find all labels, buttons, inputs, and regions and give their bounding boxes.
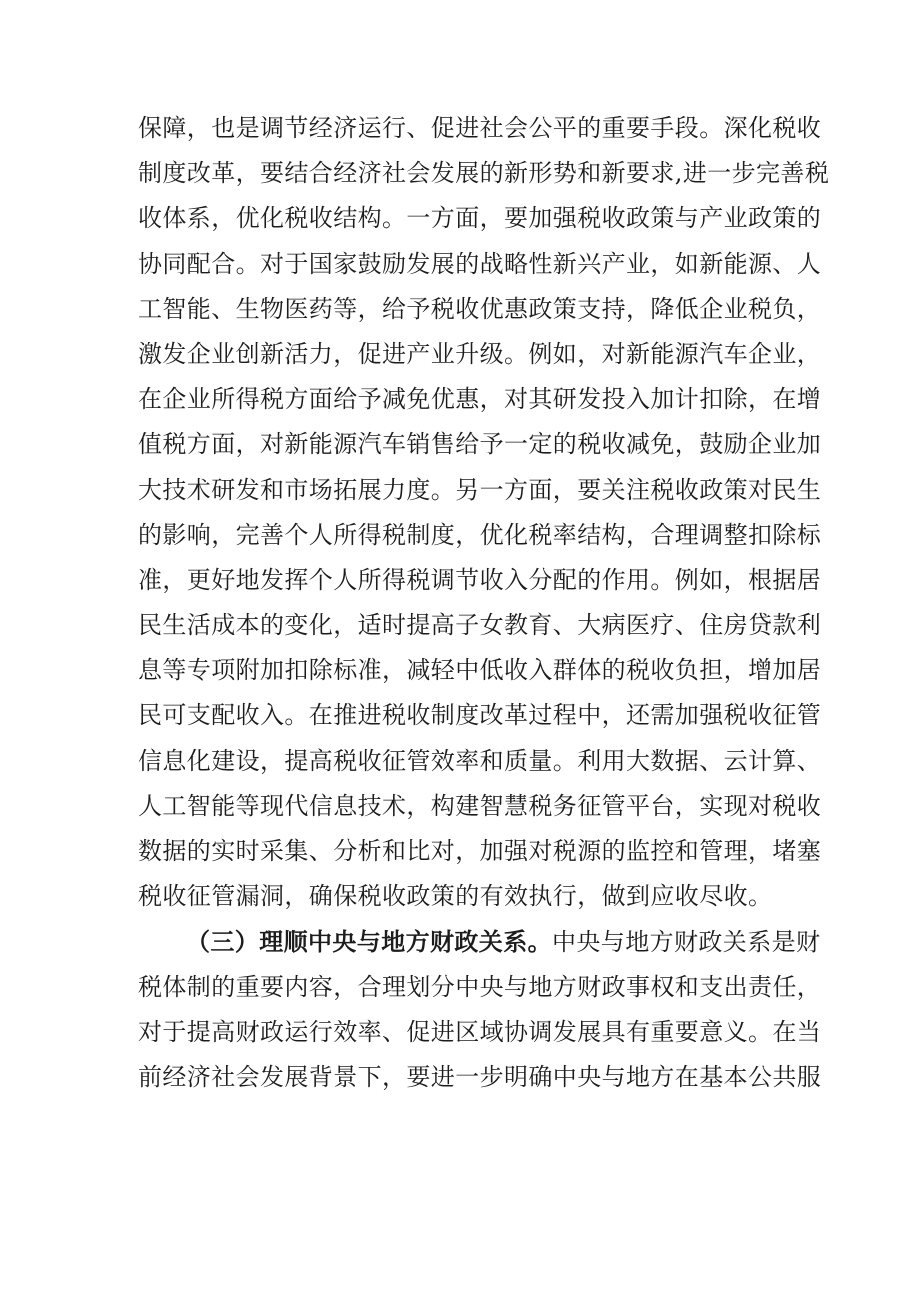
paragraph-line: 税体制的重要内容，合理划分中央与地方财政事权和支出责任， (138, 972, 822, 1001)
paragraph-line: 保障，也是调节经济运行、促进社会公平的重要手段。深化税收 (138, 114, 822, 142)
section-heading-continuation: 中央与地方财政关系是财 (552, 928, 821, 957)
paragraph-line: 的影响，完善个人所得税制度，优化税率结构，合理调整扣除标 (138, 520, 822, 549)
paragraph-line: 息等专项附加扣除标准，减轻中低收入群体的税收负担，增加居 (138, 656, 822, 685)
paragraph-line: 激发企业创新活力，促进产业升级。例如，对新能源汽车企业， (138, 339, 822, 368)
section-heading: （三）理顺中央与地方财政关系。 (186, 927, 552, 957)
paragraph-line: 税收征管漏洞，确保税收政策的有效执行，做到应收尽收。 (138, 882, 773, 911)
paragraph-line: 人工智能等现代信息技术，构建智慧税务征管平台，实现对税收 (138, 791, 822, 820)
paragraph-line: 对于提高财政运行效率、促进区域协调发展具有重要意义。在当 (138, 1017, 822, 1046)
paragraph-line: 民生活成本的变化，适时提高子女教育、大病医疗、住房贷款利 (138, 611, 822, 640)
paragraph-line: 大技术研发和市场拓展力度。另一方面，要关注税收政策对民生 (138, 475, 822, 504)
section-heading-line (138, 919, 821, 964)
paragraph-line: 制度改革，要结合经济社会发展的新形势和新要求,进一步完善税 (138, 159, 830, 188)
paragraph-line: 前经济社会发展背景下，要进一步明确中央与地方在基本公共服 (138, 1062, 822, 1091)
paragraph-line: 工智能、生物医药等，给予税收优惠政策支持，降低企业税负， (138, 294, 822, 323)
paragraph-line: 在企业所得税方面给予减免优惠，对其研发投入加计扣除，在增 (138, 385, 822, 414)
paragraph-line: 数据的实时采集、分析和比对，加强对税源的监控和管理，堵塞 (138, 837, 822, 865)
paragraph-line: 准，更好地发挥个人所得税调节收入分配的作用。例如，根据居 (138, 565, 822, 594)
paragraph-line: 收体系，优化税收结构。一方面，要加强税收政策与产业政策的 (138, 204, 822, 233)
paragraph-line: 协同配合。对于国家鼓励发展的战略性新兴产业，如新能源、人 (138, 249, 822, 278)
paragraph-line: 值税方面，对新能源汽车销售给予一定的税收减免，鼓励企业加 (138, 430, 822, 459)
paragraph-line: 信息化建设，提高税收征管效率和质量。利用大数据、云计算、 (138, 746, 822, 775)
paragraph-line: 民可支配收入。在推进税收制度改革过程中，还需加强税收征管 (138, 701, 822, 730)
body-text (138, 106, 830, 1100)
